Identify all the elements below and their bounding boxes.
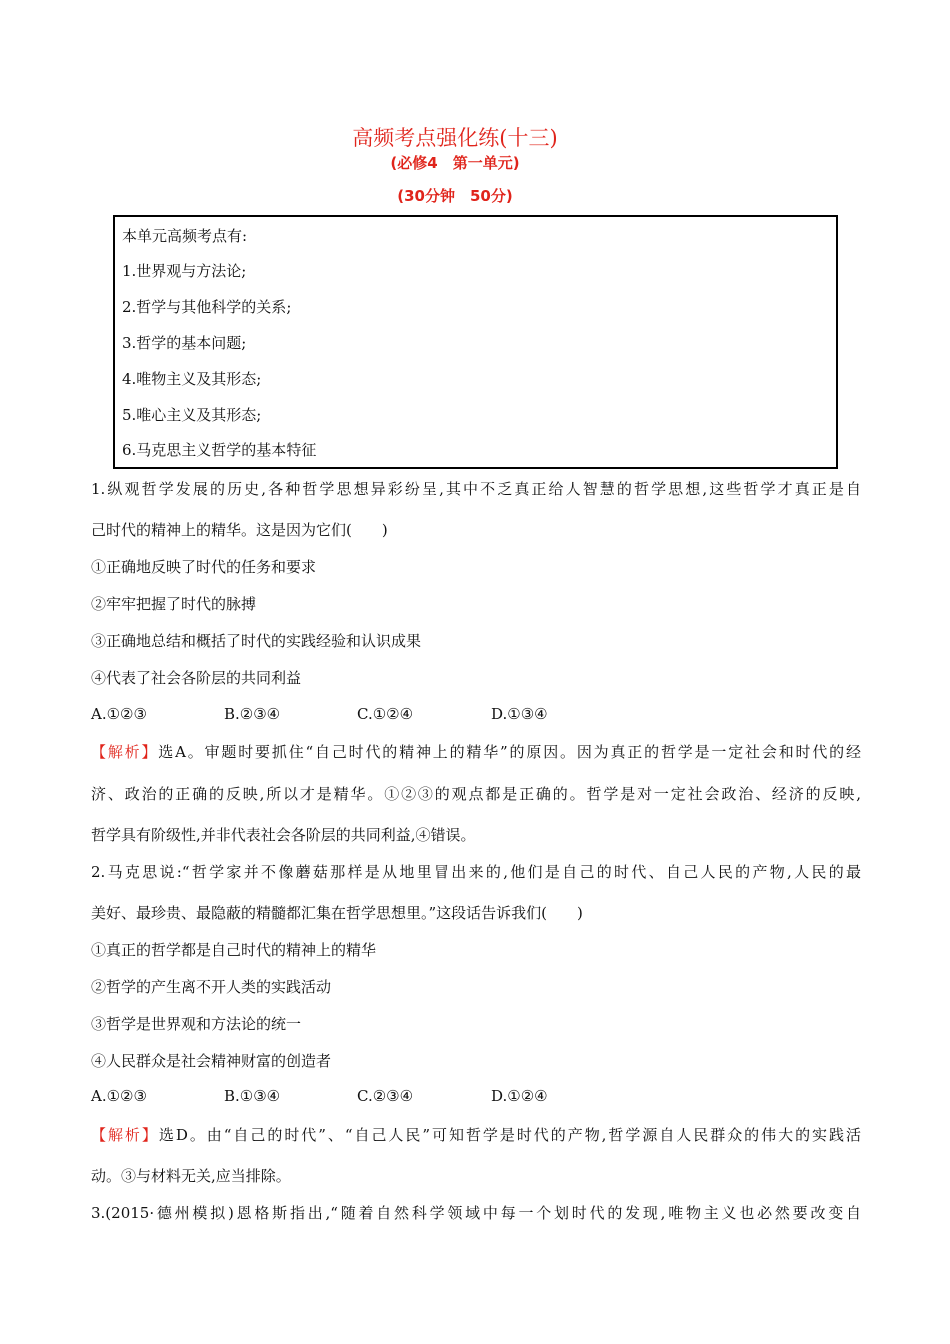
- option-d: D.①③④: [491, 705, 548, 723]
- option-a: A.①②③: [91, 1087, 147, 1105]
- option-b: B.①③④: [224, 1087, 281, 1105]
- summary-item: 4.唯物主义及其形态;: [122, 370, 262, 388]
- summary-item: 1.世界观与方法论;: [122, 262, 247, 280]
- option-b: B.②③④: [224, 705, 281, 723]
- option-c: C.②③④: [357, 1087, 414, 1105]
- statement: ①真正的哲学都是自己时代的精神上的精华: [91, 941, 377, 959]
- statement: ①正确地反映了时代的任务和要求: [91, 558, 317, 576]
- question-stem: 2.马克思说:“哲学家并不像蘑菇那样是从地里冒出来的,他们是自己的时代、自己人民的产物,人民的最: [91, 863, 861, 881]
- page-subtitle: (必修4 第一单元): [390, 154, 520, 172]
- summary-item: 6.马克思主义哲学的基本特征: [122, 441, 317, 459]
- statement: ②牢牢把握了时代的脉搏: [91, 595, 257, 613]
- page-title: 高频考点强化练(十三): [352, 126, 558, 150]
- statement: ④人民群众是社会精神财富的创造者: [91, 1052, 332, 1070]
- option-a: A.①②③: [91, 705, 147, 723]
- option-d: D.①②④: [491, 1087, 548, 1105]
- statement: ③正确地总结和概括了时代的实践经验和认识成果: [91, 632, 422, 650]
- question-stem: 3.(2015·德州模拟)恩格斯指出,“随着自然科学领域中每一个划时代的发现,唯物主义也必然要改变自: [91, 1204, 861, 1222]
- summary-item: 5.唯心主义及其形态;: [122, 406, 262, 424]
- analysis-text: 选A。审题时要抓住“自己时代的精神上的精华”的原因。因为真正的哲学是一定社会和时代的经: [158, 743, 861, 761]
- summary-item: 2.哲学与其他科学的关系;: [122, 298, 292, 316]
- statement: ③哲学是世界观和方法论的统一: [91, 1015, 302, 1033]
- analysis-tag: 【解析】: [91, 743, 159, 761]
- analysis-text: 济、政治的正确的反映,所以才是精华。①②③的观点都是正确的。哲学是对一定社会政治、经济的反映,: [91, 785, 861, 803]
- statement: ②哲学的产生离不开人类的实践活动: [91, 978, 332, 996]
- summary-item: 3.哲学的基本问题;: [122, 334, 247, 352]
- question-stem: 美好、最珍贵、最隐蔽的精髓都汇集在哲学思想里。”这段话告诉我们( ): [91, 904, 583, 922]
- analysis: [91, 1124, 861, 1145]
- statement: ④代表了社会各阶层的共同利益: [91, 669, 302, 687]
- question-stem: 1.纵观哲学发展的历史,各种哲学思想异彩纷呈,其中不乏真正给人智慧的哲学思想,这些哲学才真正是自: [91, 480, 861, 498]
- option-c: C.①②④: [357, 705, 414, 723]
- analysis: [91, 741, 861, 762]
- summary-box: [113, 215, 838, 469]
- question-stem: 己时代的精神上的精华。这是因为它们( ): [91, 521, 388, 539]
- analysis-text: 动。③与材料无关,应当排除。: [91, 1167, 291, 1185]
- summary-intro: 本单元高频考点有:: [122, 227, 248, 245]
- analysis-tag: 【解析】: [91, 1126, 159, 1144]
- analysis-text: 选D。由“自己的时代”、“自己人民”可知哲学是时代的产物,哲学源自人民群众的伟大的实践活: [158, 1126, 861, 1144]
- analysis-text: 哲学具有阶级性,并非代表社会各阶层的共同利益,④错误。: [91, 826, 476, 844]
- time-score: (30分钟 50分): [397, 187, 513, 205]
